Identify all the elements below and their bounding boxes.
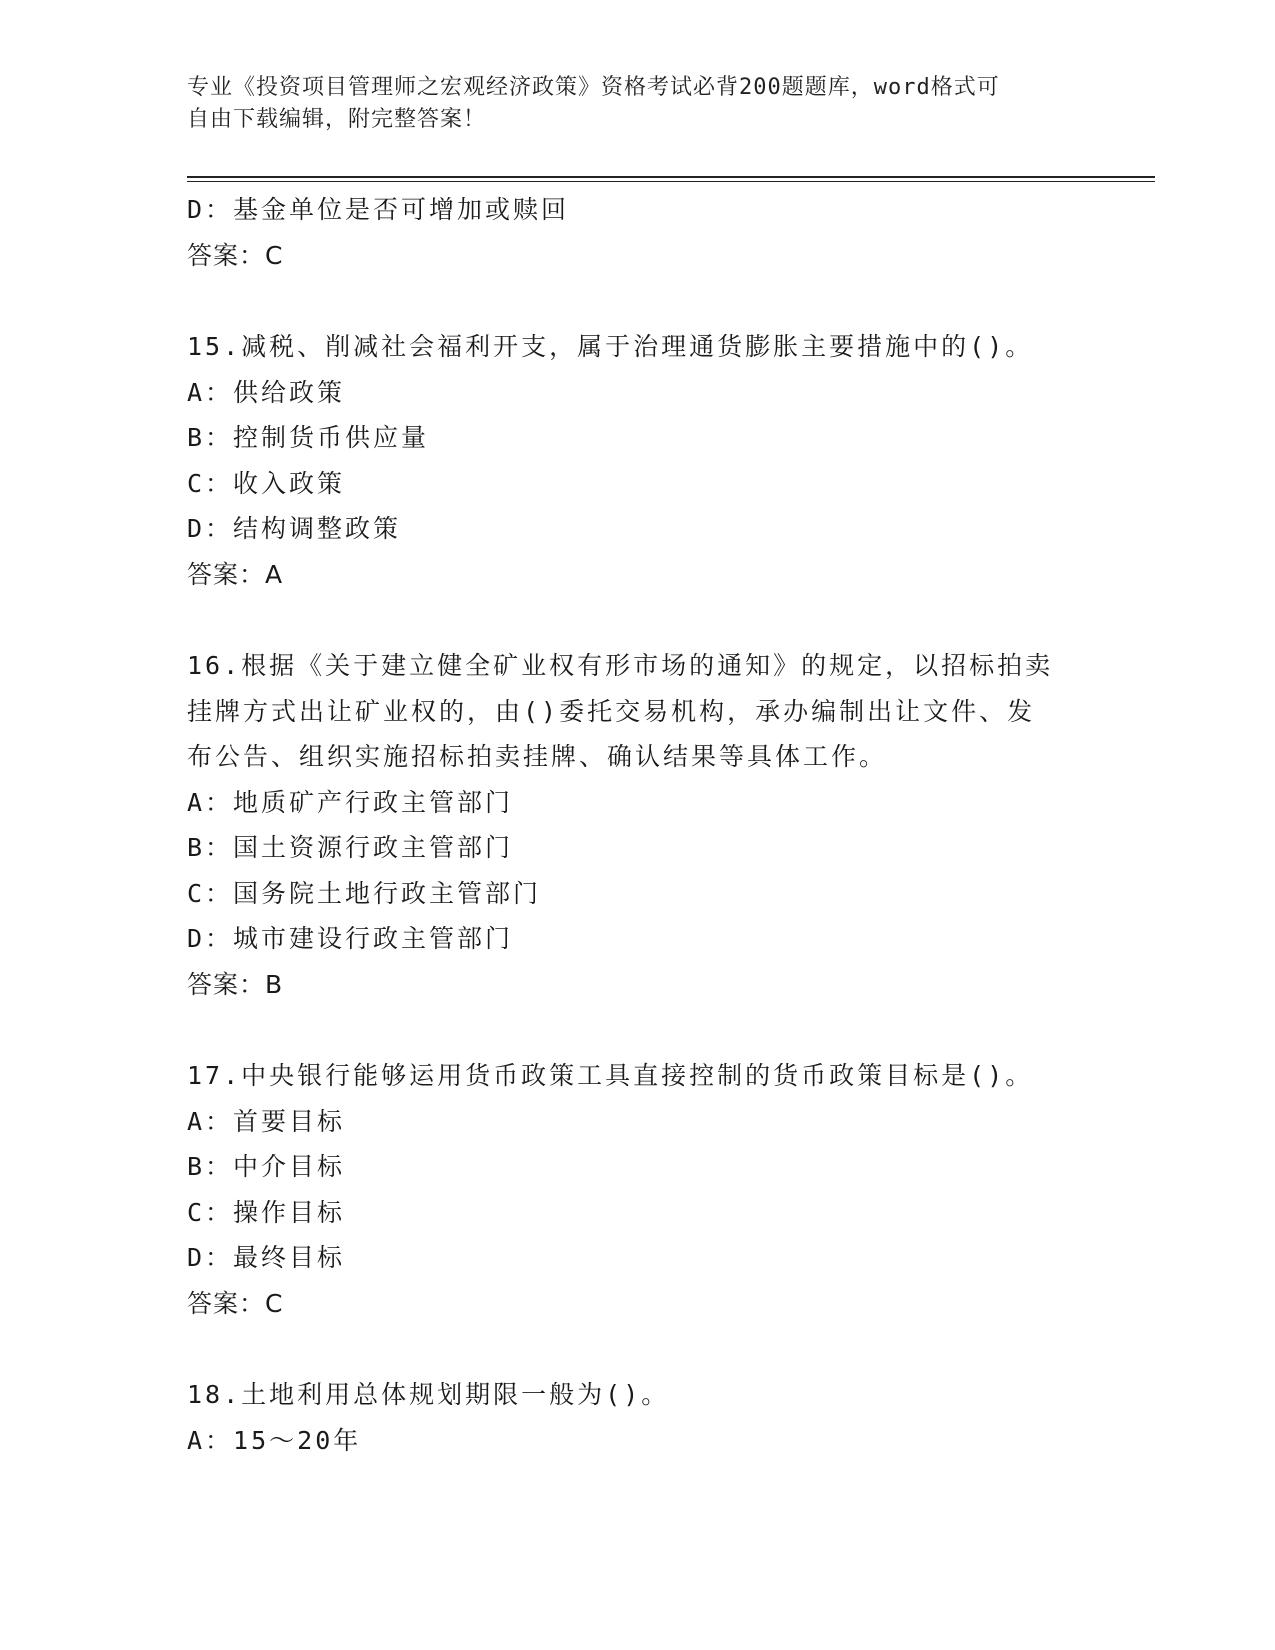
option-c: C：国务院土地行政主管部门 <box>187 878 542 908</box>
option-c: C：操作目标 <box>187 1197 346 1227</box>
option-b: B：中介目标 <box>187 1152 346 1181</box>
answer: 答案：C <box>187 1288 284 1318</box>
option-b: B：国土资源行政主管部门 <box>187 833 514 862</box>
header-line-1: 专业《投资项目管理师之宏观经济政策》资格考试必背200题题库，word格式可 <box>187 75 1000 100</box>
option-c: C：收入政策 <box>187 468 346 498</box>
question-stem: 挂牌方式出让矿业权的，由()委托交易机构，承办编制出让文件、发 <box>187 696 1036 726</box>
option-a: A：15～20年 <box>187 1425 362 1455</box>
question-item <box>187 324 1087 597</box>
document-header <box>187 72 1087 136</box>
question-stem: 布公告、组织实施招标拍卖挂牌、确认结果等具体工作。 <box>187 742 888 771</box>
header-divider-thick <box>187 176 1155 178</box>
option-a: A：供给政策 <box>187 377 346 407</box>
answer: 答案：B <box>187 969 284 999</box>
question-stem: 17.中央银行能够运用货币政策工具直接控制的货币政策目标是()。 <box>187 1061 1034 1090</box>
option-b: B：控制货币供应量 <box>187 423 430 452</box>
option-a: A：首要目标 <box>187 1106 346 1136</box>
option-d: D：基金单位是否可增加或赎回 <box>187 195 570 224</box>
question-stem: 16.根据《关于建立健全矿业权有形市场的通知》的规定，以招标拍卖 <box>187 651 1054 680</box>
option-a: A：地质矿产行政主管部门 <box>187 787 514 817</box>
question-list <box>187 187 1087 1463</box>
question-stem: 15.减税、削减社会福利开支，属于治理通货膨胀主要措施中的()。 <box>187 332 1034 361</box>
question-stem: 18.土地利用总体规划期限一般为()。 <box>187 1380 670 1409</box>
question-item <box>187 1372 1087 1463</box>
question-item <box>187 1053 1087 1326</box>
option-d: D：最终目标 <box>187 1243 346 1272</box>
question-item <box>187 643 1087 1007</box>
header-divider-thin <box>187 181 1155 182</box>
header-line-2: 自由下载编辑，附完整答案！ <box>187 107 487 132</box>
option-d: D：结构调整政策 <box>187 514 402 543</box>
answer: 答案：A <box>187 559 284 589</box>
option-d: D：城市建设行政主管部门 <box>187 924 514 953</box>
answer: 答案：C <box>187 240 284 270</box>
